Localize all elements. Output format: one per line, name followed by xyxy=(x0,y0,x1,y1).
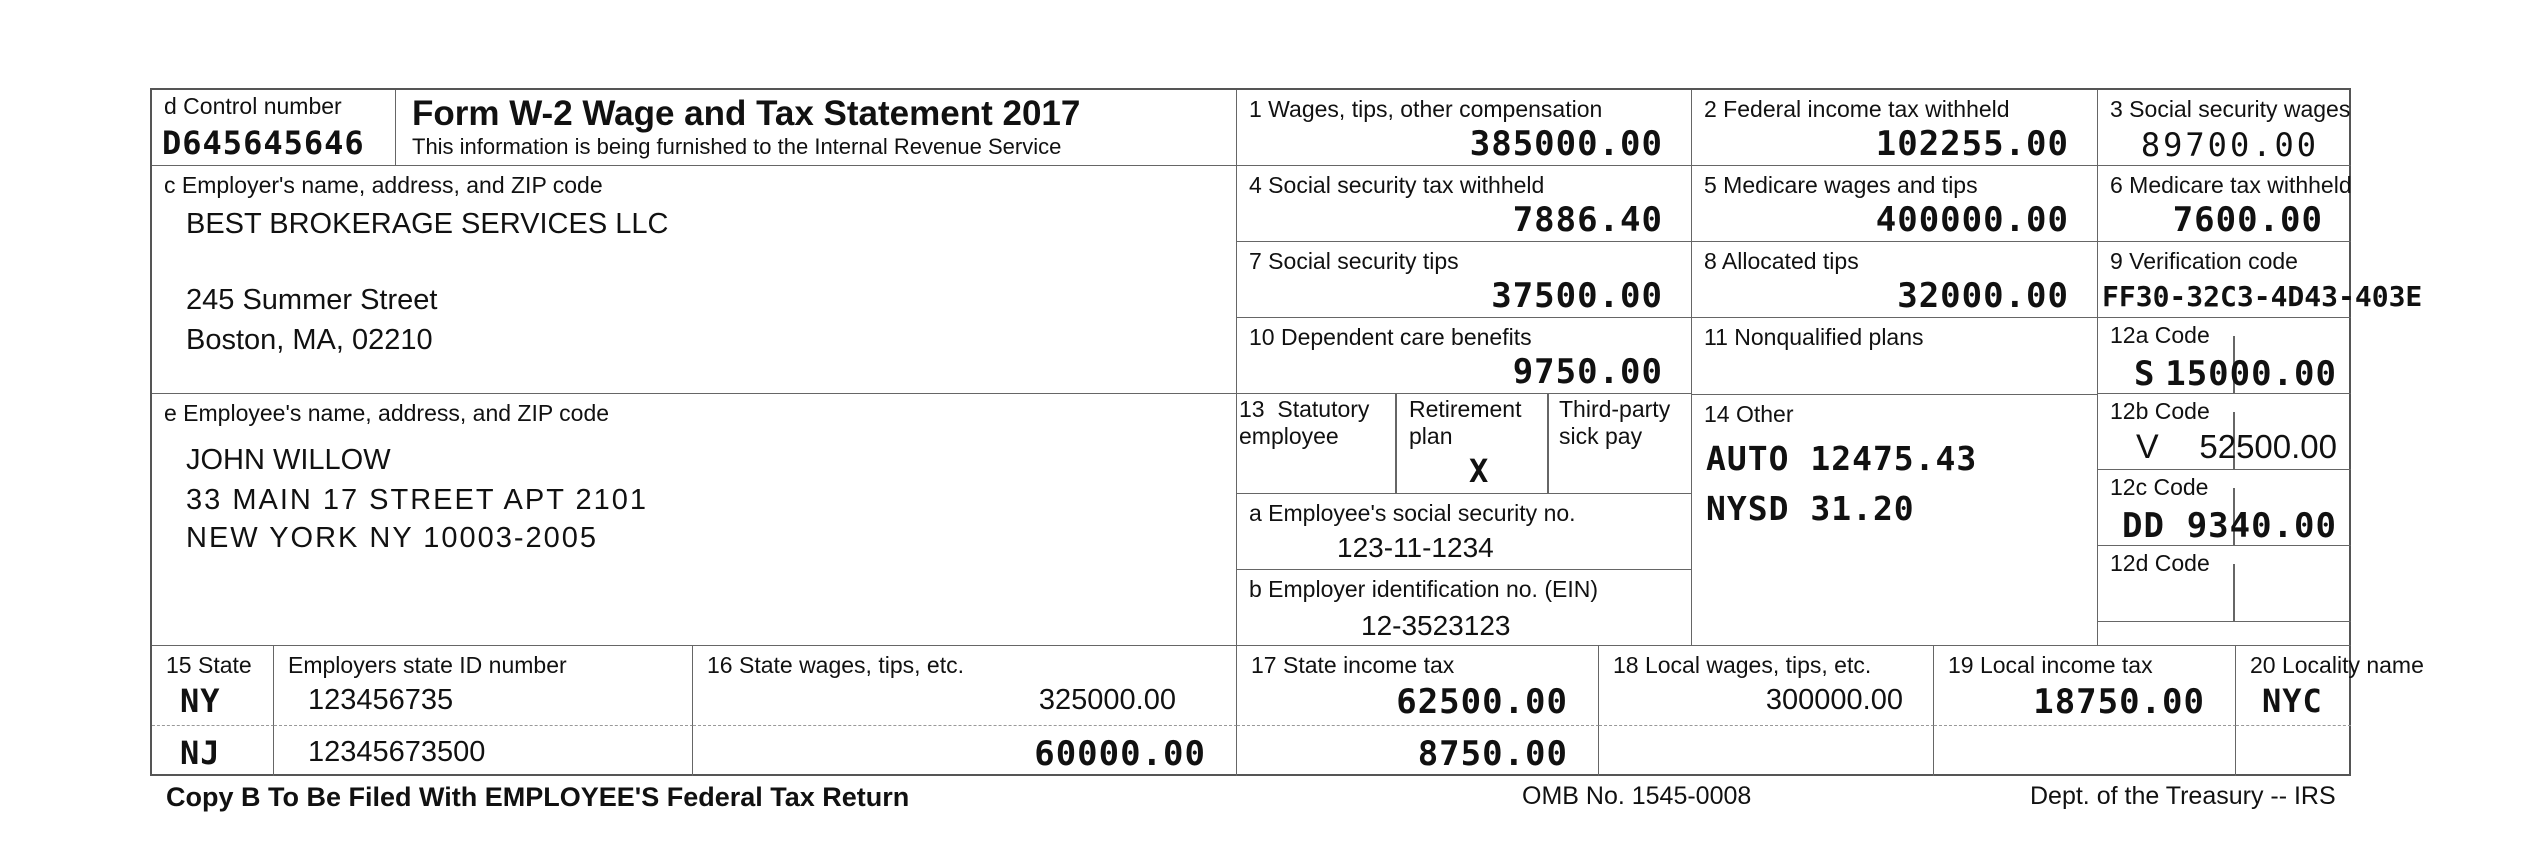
ssn-value: 123-11-1234 xyxy=(1337,532,1494,563)
box-6-value: 7600.00 xyxy=(2172,200,2323,240)
box-18-label: 18 Local wages, tips, etc. xyxy=(1613,652,1872,678)
box-16 xyxy=(693,646,1237,726)
box-15-state xyxy=(152,646,274,726)
box-2-value: 102255.00 xyxy=(1875,124,2069,164)
box-1-label: 1 Wages, tips, other compensation xyxy=(1249,96,1603,122)
box-8 xyxy=(1692,242,2098,318)
box-10-value: 9750.00 xyxy=(1512,352,1663,392)
box-9-label: 9 Verification code xyxy=(2110,248,2298,274)
employee-box xyxy=(152,394,1237,646)
box-9-value: FF30-32C3-4D43-403E xyxy=(2102,280,2423,313)
box-12d-label: 12d Code xyxy=(2110,550,2210,576)
ein-label: b Employer identification no. (EIN) xyxy=(1249,576,1598,602)
box-1-value: 385000.00 xyxy=(1469,124,1663,164)
box-12a-code: S xyxy=(2134,354,2156,394)
control-number-label: d Control number xyxy=(164,93,342,119)
box-12b-label: 12b Code xyxy=(2110,398,2210,424)
form-title-box xyxy=(396,90,1237,166)
state-row-1-locality: NYC xyxy=(2262,682,2323,720)
box-2 xyxy=(1692,90,2098,166)
box-9 xyxy=(2098,242,2423,318)
state-row-2-tax-cell xyxy=(1237,726,1599,776)
box-6-label: 6 Medicare tax withheld xyxy=(2110,172,2352,198)
state-row-2-tax: 8750.00 xyxy=(1417,734,1568,774)
employer-box xyxy=(152,166,1237,394)
box-14-line-1: AUTO 12475.43 xyxy=(1706,439,1978,478)
box-13-statutory-label: 13 Statutory employee xyxy=(1239,396,1370,449)
box-10-label: 10 Dependent care benefits xyxy=(1249,324,1532,350)
box-3-value: 89700.00 xyxy=(2140,126,2319,164)
box-12b xyxy=(2098,394,2351,470)
state-row-2-local-wages-cell xyxy=(1599,726,1934,776)
box-4-label: 4 Social security tax withheld xyxy=(1249,172,1545,198)
box-12a xyxy=(2098,318,2351,394)
state-row-1-id: 123456735 xyxy=(308,684,454,716)
employee-city: NEW YORK NY 10003-2005 xyxy=(186,522,599,554)
employer-street: 245 Summer Street xyxy=(186,284,438,316)
box-3 xyxy=(2098,90,2351,166)
box-12b-code: V xyxy=(2136,428,2159,466)
state-row-2-state: NJ xyxy=(180,734,221,772)
box-12-spacer xyxy=(2098,622,2351,646)
box-20 xyxy=(2236,646,2424,726)
box-12c-code: DD xyxy=(2122,506,2165,546)
control-number-box xyxy=(152,90,396,166)
box-12c-amount: 9340.00 xyxy=(2186,506,2337,546)
box-13-retirement-mark: X xyxy=(1469,452,1490,490)
box-4 xyxy=(1237,166,1692,242)
copy-b-note: Copy B To Be Filed With EMPLOYEE'S Federal Tax Return xyxy=(166,782,910,812)
state-row-1-local-tax: 18750.00 xyxy=(2033,682,2205,722)
box-5 xyxy=(1692,166,2098,242)
form-title: Form W-2 Wage and Tax Statement 2017 xyxy=(412,94,1081,133)
box-7-label: 7 Social security tips xyxy=(1249,248,1459,274)
box-15-label: 15 State xyxy=(166,652,252,678)
box-12d-divider xyxy=(2233,564,2235,622)
ein-value: 12-3523123 xyxy=(1361,610,1511,641)
box-13-divider-1 xyxy=(1395,394,1397,494)
box-12a-label: 12a Code xyxy=(2110,322,2210,348)
box-13 xyxy=(1237,394,1692,494)
employee-name: JOHN WILLOW xyxy=(186,444,391,476)
state-row-1-wages: 325000.00 xyxy=(1038,684,1176,716)
state-row-2-id-cell xyxy=(274,726,693,776)
box-19-label: 19 Local income tax xyxy=(1948,652,2153,678)
box-7-value: 37500.00 xyxy=(1491,276,1663,316)
box-7 xyxy=(1237,242,1692,318)
state-row-2-wages-cell xyxy=(693,726,1237,776)
box-14-label: 14 Other xyxy=(1704,401,1794,427)
form-subtitle: This information is being furnished to the Internal Revenue Service xyxy=(412,134,1062,159)
box-11-label: 11 Nonqualified plans xyxy=(1704,324,1924,350)
state-row-1-state: NY xyxy=(180,682,221,720)
state-row-2-wages: 60000.00 xyxy=(1034,734,1206,774)
box-13-retirement-label: Retirement plan xyxy=(1409,396,1522,449)
box-14 xyxy=(1692,394,2098,646)
box-17 xyxy=(1237,646,1599,726)
box-14-line-2: NYSD 31.20 xyxy=(1706,489,1915,528)
box-8-label: 8 Allocated tips xyxy=(1704,248,1859,274)
box-12b-amount: 52500.00 xyxy=(2199,428,2337,465)
employer-name: BEST BROKERAGE SERVICES LLC xyxy=(186,208,669,240)
state-row-2-id: 12345673500 xyxy=(308,736,486,768)
box-3-label: 3 Social security wages xyxy=(2110,96,2351,122)
omb-number: OMB No. 1545-0008 xyxy=(1522,782,1752,810)
state-row-1-tax: 62500.00 xyxy=(1396,682,1568,722)
treasury-dept: Dept. of the Treasury -- IRS xyxy=(2030,782,2336,810)
box-18 xyxy=(1599,646,1934,726)
ssn-label: a Employee's social security no. xyxy=(1249,500,1576,526)
box-19 xyxy=(1934,646,2236,726)
state-row-1-local-wages: 300000.00 xyxy=(1765,684,1903,716)
state-row-2-state-cell xyxy=(152,726,274,776)
box-8-value: 32000.00 xyxy=(1897,276,2069,316)
ssn-box xyxy=(1237,494,1692,570)
box-2-label: 2 Federal income tax withheld xyxy=(1704,96,2010,122)
state-row-2-locality-cell xyxy=(2236,726,2351,776)
box-13-thirdparty-label: Third-party sick pay xyxy=(1559,396,1671,449)
box-17-label: 17 State income tax xyxy=(1251,652,1455,678)
box-1 xyxy=(1237,90,1692,166)
ein-box xyxy=(1237,570,1692,646)
box-15-id xyxy=(274,646,693,726)
box-10 xyxy=(1237,318,1692,394)
box-4-value: 7886.40 xyxy=(1512,200,1663,240)
box-12a-amount: 15000.00 xyxy=(2165,354,2337,394)
box-12c xyxy=(2098,470,2351,546)
employer-city: Boston, MA, 02210 xyxy=(186,324,433,356)
box-6 xyxy=(2098,166,2351,242)
box-12c-label: 12c Code xyxy=(2110,474,2209,500)
w2-form xyxy=(150,88,2424,776)
box-20-label: 20 Locality name xyxy=(2250,652,2424,678)
box-16-label: 16 State wages, tips, etc. xyxy=(707,652,964,678)
state-row-2-local-tax-cell xyxy=(1934,726,2236,776)
box-5-value: 400000.00 xyxy=(1875,200,2069,240)
box-13-divider-2 xyxy=(1547,394,1549,494)
employer-label: c Employer's name, address, and ZIP code xyxy=(164,172,603,198)
employee-street: 33 MAIN 17 STREET APT 2101 xyxy=(186,484,648,516)
state-id-label: Employers state ID number xyxy=(288,652,567,678)
control-number-value: D645645646 xyxy=(162,124,365,162)
box-11 xyxy=(1692,318,2098,394)
box-5-label: 5 Medicare wages and tips xyxy=(1704,172,1978,198)
box-12d xyxy=(2098,546,2351,622)
employee-label: e Employee's name, address, and ZIP code xyxy=(164,400,610,426)
